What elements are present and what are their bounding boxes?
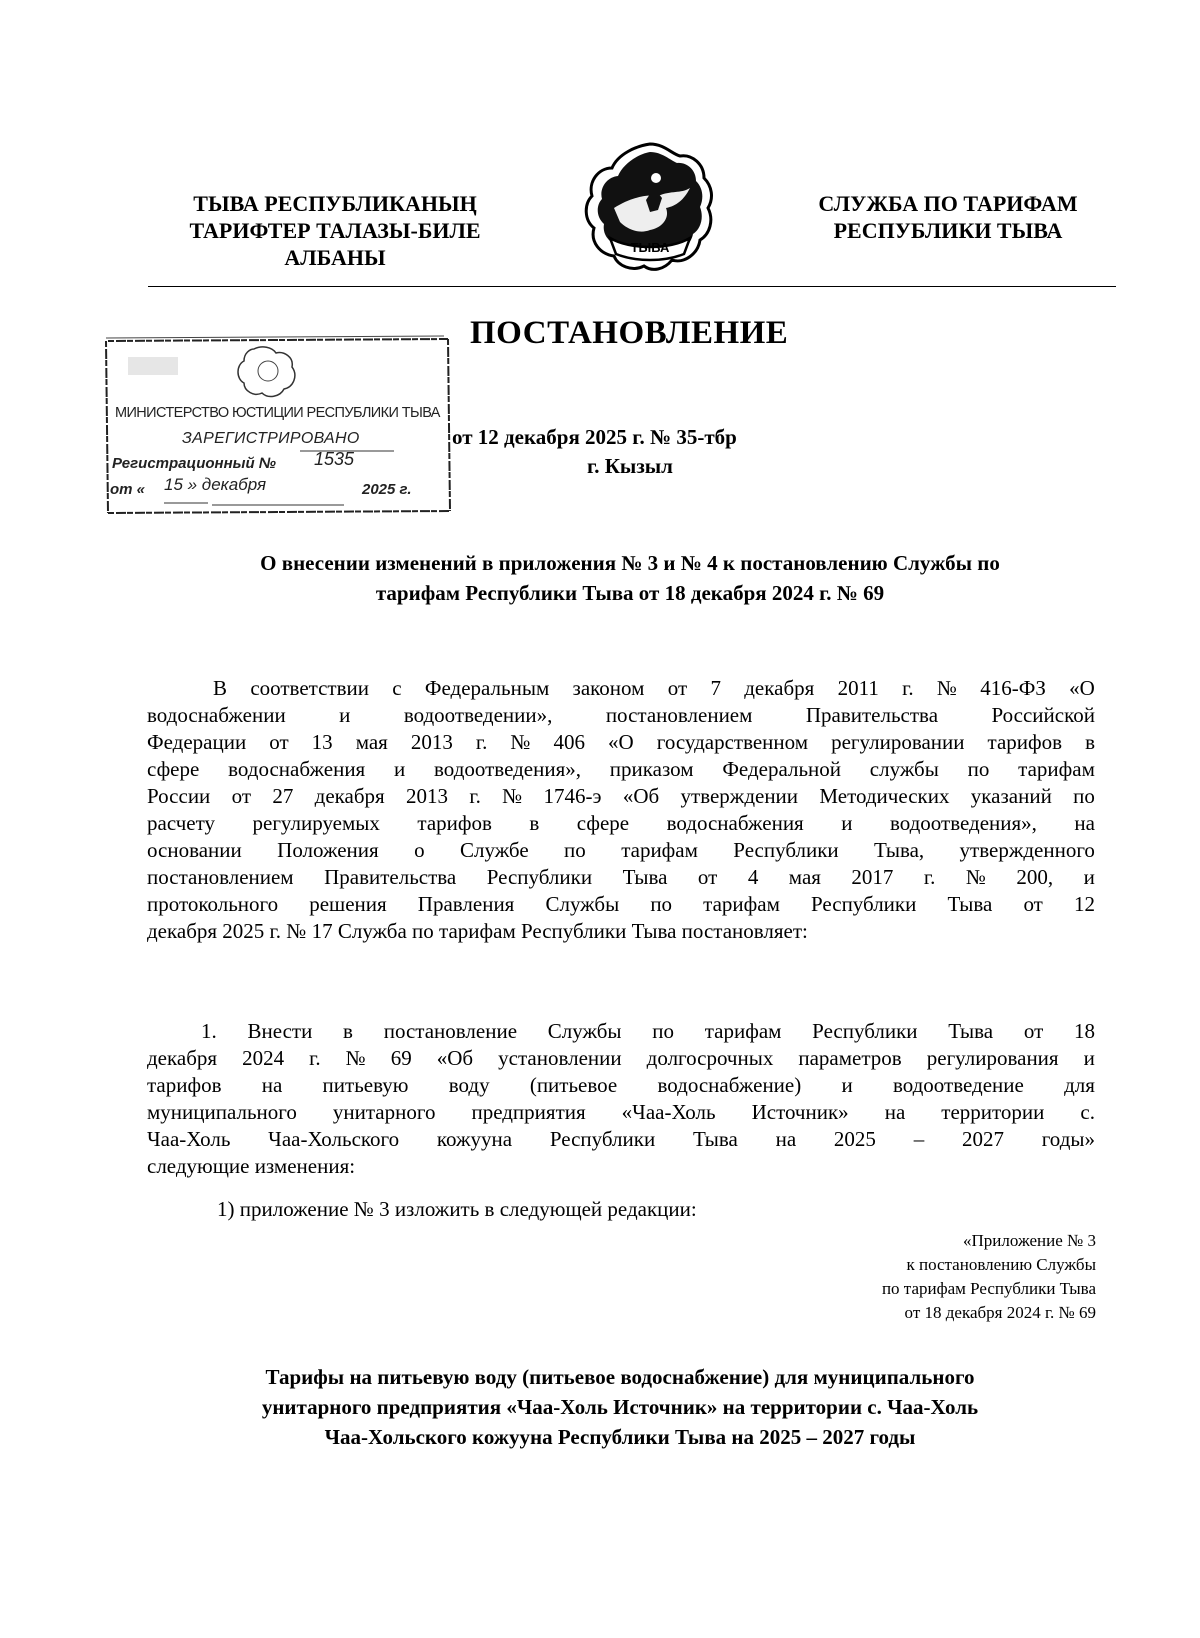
- paragraph-line: протокольного решения Правления Службы по тарифам Республики Тыва от 12: [147, 892, 1095, 916]
- paragraph-line: следующие изменения:: [147, 1154, 356, 1178]
- header-left-line: ТАРИФТЕР ТАЛАЗЫ-БИЛЕ: [189, 218, 481, 243]
- paragraph-line: водоснабжении и водоотведении», постановлением Правительства Российской: [147, 703, 1095, 727]
- stamp-date-prefix: от «: [110, 481, 146, 498]
- paragraph-line: декабря 2024 г. № 69 «Об установлении долгосрочных параметров регулирования и: [147, 1046, 1095, 1070]
- paragraph-line: тарифов на питьевую воду (питьевое водоснабжение) и водоотведение для: [147, 1073, 1095, 1097]
- paragraph-line: сфере водоснабжения и водоотведения», приказом Федеральной службы по тарифам: [147, 757, 1095, 781]
- tariff-table-title: [120, 1362, 1120, 1452]
- appendix-line: «Приложение № 3: [963, 1231, 1096, 1250]
- appendix-line: от 18 декабря 2024 г. № 69: [904, 1303, 1096, 1322]
- header-right-line: РЕСПУБЛИКИ ТЫВА: [833, 218, 1063, 243]
- appendix-line: по тарифам Республики Тыва: [881, 1279, 1096, 1298]
- paragraph-line: основании Положения о Службе по тарифам Республики Тыва, утвержденного: [147, 838, 1095, 862]
- header-divider: [148, 286, 1116, 287]
- paragraph-line: 1. Внести в постановление Службы по тарифам Республики Тыва от 18: [201, 1019, 1095, 1043]
- paragraph-line: Чаа-Холь Чаа-Хольского кожууна Республики Тыва на 2025 – 2027 годы»: [147, 1127, 1095, 1151]
- table-title-line: унитарного предприятия «Чаа-Холь Источник» на территории с. Чаа-Холь: [261, 1395, 979, 1419]
- document-title: ПОСТАНОВЛЕНИЕ: [470, 315, 789, 351]
- paragraph-line: расчету регулируемых тарифов в сфере водоснабжения и водоотведения», на: [147, 811, 1095, 835]
- paragraph-line: муниципального унитарного предприятия «Чаа-Холь Источник» на территории с.: [147, 1100, 1095, 1124]
- stamp-registered: ЗАРЕГИСТРИРОВАНО: [182, 430, 360, 447]
- paragraph-line: России от 27 декабря 2013 г. № 1746-э «Об утверждении Методических указаний по: [147, 784, 1095, 808]
- stamp-date: 15 » декабря: [164, 475, 267, 494]
- stamp-year: 2025 г.: [362, 481, 412, 498]
- stamp-reg-number-label: Регистрационный №: [112, 455, 276, 472]
- header-left-line: АЛБАНЫ: [284, 245, 386, 270]
- paragraph-line: декабря 2025 г. № 17 Служба по тарифам Республики Тыва постановляет:: [147, 919, 808, 943]
- document-date-number: от 12 декабря 2025 г. № 35-тбр: [452, 425, 737, 449]
- document-subject: [140, 548, 1120, 608]
- paragraph-line: Федерации от 13 мая 2013 г. № 406 «О государственном регулировании тарифов в: [147, 730, 1095, 754]
- stamp-ministry: МИНИСТЕРСТВО ЮСТИЦИИ РЕСПУБЛИКИ ТЫВА: [115, 405, 440, 421]
- appendix-line: к постановлению Службы: [906, 1255, 1096, 1274]
- registration-stamp: [104, 335, 452, 517]
- subject-line: тарифам Республики Тыва от 18 декабря 2024 г. № 69: [375, 581, 885, 605]
- header-left-line: ТЫВА РЕСПУБЛИКАНЫҢ: [193, 191, 477, 216]
- table-title-line: Тарифы на питьевую воду (питьевое водоснабжение) для муниципального: [265, 1365, 975, 1389]
- emblem-label: ТЫВА: [630, 240, 670, 255]
- appendix-reference: [760, 1229, 1096, 1325]
- header-right-line: СЛУЖБА ПО ТАРИФАМ: [818, 191, 1078, 216]
- subject-line: О внесении изменений в приложения № 3 и № 4 к постановлению Службы по: [260, 551, 1000, 575]
- document-city: г. Кызыл: [587, 454, 673, 478]
- paragraph-line: В соответствии с Федеральным законом от 7 декабря 2011 г. № 416-ФЗ «О: [213, 676, 1095, 700]
- sub-item-1: 1) приложение № 3 изложить в следующей редакции:: [217, 1197, 697, 1221]
- header-left-org: [150, 190, 520, 271]
- table-title-line: Чаа-Хольского кожууна Республики Тыва на 2025 – 2027 годы: [324, 1425, 916, 1449]
- preamble-paragraph: [147, 675, 1095, 945]
- point-1-paragraph: [147, 1018, 1095, 1180]
- emblem-icon: [580, 138, 720, 278]
- header-right-org: [778, 190, 1118, 244]
- stamp-reg-number: 1535: [314, 449, 355, 469]
- paragraph-line: постановлением Правительства Республики Тыва от 4 мая 2017 г. № 200, и: [147, 865, 1095, 889]
